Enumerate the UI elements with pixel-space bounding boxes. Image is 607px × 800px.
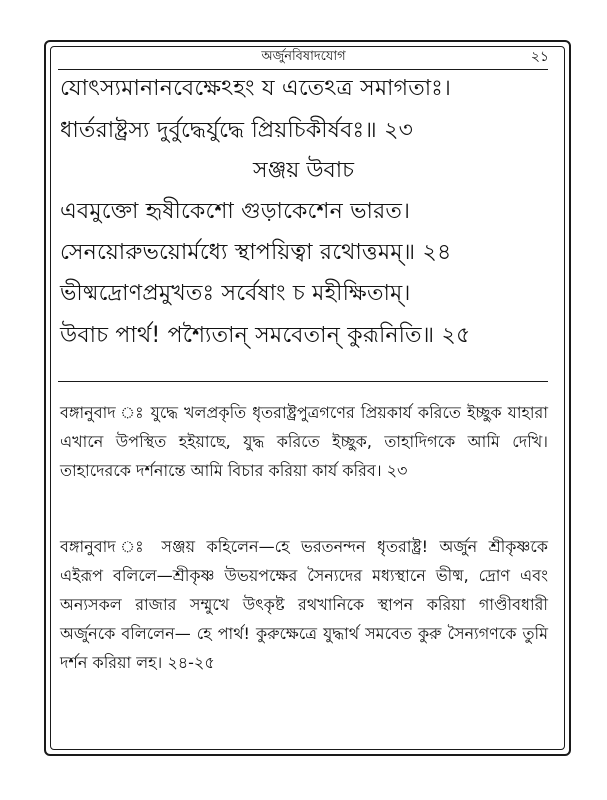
translation-paragraph-1: বঙ্গানুবাদ ঃ যুদ্ধে খলপ্রকৃতি ধৃতরাষ্ট্রপুত্রগণের প্রিয়কার্য করিতে ইচ্ছুক যাহারা এখানে উপস্থিত হইয়াছে, যুদ্ধ করিতে ইচ্ছুক, তাহাদিগকে আমি দেখি। তাহাদেরকে দর্শনান্তে আমি বিচার করিয়া কার্য করিব। ২৩: [60, 403, 548, 480]
speaker-heading: সঞ্জয় উবাচ: [253, 158, 354, 183]
verse-line-3: এবমুক্তো হৃষীকেশো গুড়াকেশেন ভারত।: [60, 199, 411, 224]
verse-line-1: যোৎস্যমানানবেক্ষেঽহং য এতেঽত্র সমাগতাঃ।: [60, 76, 452, 101]
verse-line-2: ধার্তরাষ্ট্রস্য দুর্বুদ্ধের্যুদ্ধে প্রিয়চিকীর্ষবঃ॥ ২৩: [60, 118, 414, 143]
chapter-title: অর্জুনবিষাদযোগ: [261, 49, 346, 64]
verse-line-5: ভীষ্মদ্রোণপ্রমুখতঃ সর্বেষাং চ মহীক্ষিতাম্।: [60, 281, 411, 306]
verse-line-4: সেনয়োরুভয়োর্মধ্যে স্থাপয়িত্বা রথোত্তমম্॥ ২৪: [60, 240, 452, 265]
page-number: ২১: [530, 49, 549, 65]
header-divider: [58, 69, 548, 70]
translation-paragraph-2: বঙ্গানুবাদ ঃ সঞ্জয় কহিলেন—হে ভরতনন্দন ধৃতরাষ্ট্র! অর্জুন শ্রীকৃষ্ণকে এইরূপ বলিলে—শ্রীকৃষ্ণ উভয়পক্ষের সৈন্যদের মধ্যস্থানে ভীষ্ম, দ্রোণ এবং অন্যসকল রাজার সম্মুখে উৎকৃষ্ট রথখানিকে স্থাপন করিয়া গাণ্ডীবধারী অর্জুনকে বলিলেন— হে পার্থ! কুরুক্ষেত্রে যুদ্ধার্থ সমবেত কুরু সৈন্যগণকে তুমি দর্শন করিয়া লহ। ২৪-২৫: [60, 537, 548, 672]
verse-line-6: উবাচ পার্থ! পশ্যৈতান্ সমবেতান্ কুরূনিতি॥ ২৫: [60, 323, 471, 348]
section-divider: [58, 381, 548, 382]
